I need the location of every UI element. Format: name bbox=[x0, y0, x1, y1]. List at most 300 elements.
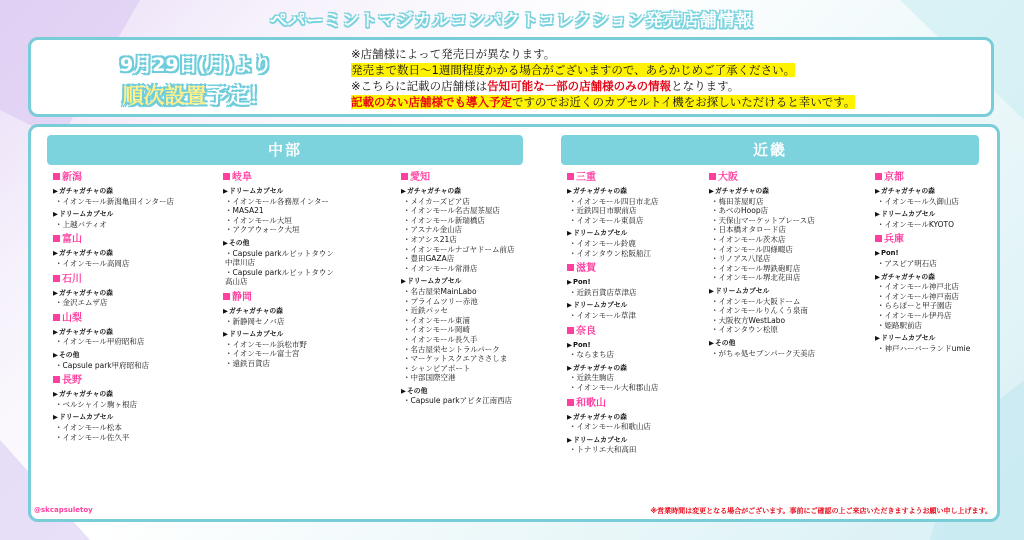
store-category-label: ドリームカプセル bbox=[573, 229, 628, 238]
store-category bbox=[567, 364, 658, 374]
store-item: ・イオンモール草津 bbox=[569, 310, 636, 320]
square-bullet-icon bbox=[53, 314, 60, 321]
store-item: ・イオンモール岡崎 bbox=[403, 325, 470, 335]
store-item: ・シャンピアポート bbox=[403, 363, 471, 373]
store-category-label: ドリームカプセル bbox=[229, 187, 284, 195]
store-item: ・イオンタウン松阪船江 bbox=[569, 248, 651, 258]
prefecture-name: 長野 bbox=[62, 375, 82, 387]
store-list bbox=[401, 287, 515, 383]
store-item: ・トナリエ大和高田 bbox=[569, 445, 637, 455]
store-group bbox=[401, 187, 515, 273]
sns-handle: @skcapsuletoy bbox=[34, 506, 93, 514]
store-item: ・イオンモール伊丹店 bbox=[877, 310, 952, 320]
triangle-bullet-icon: ▶ bbox=[567, 187, 572, 195]
prefecture-name: 石川 bbox=[62, 273, 82, 285]
store-group bbox=[53, 328, 174, 347]
prefecture-heading bbox=[53, 171, 174, 184]
store-item: ・イオンモール堺鉄砲町店 bbox=[711, 263, 801, 273]
store-item: ・イオンモール浜松市野 bbox=[225, 339, 307, 349]
store-group bbox=[53, 351, 174, 370]
store-item: ・あべのHoop店 bbox=[711, 206, 769, 216]
store-category bbox=[709, 187, 815, 197]
store-category-label: その他 bbox=[407, 386, 428, 395]
prefecture-name: 三重 bbox=[576, 172, 596, 183]
prefecture-heading bbox=[223, 291, 334, 304]
store-item: ・大阪枚方WestLabo bbox=[711, 315, 786, 325]
store-list bbox=[567, 239, 658, 258]
store-category-label: ドリームカプセル bbox=[881, 210, 936, 219]
store-group bbox=[567, 436, 658, 455]
store-category-label: ドリームカプセル bbox=[59, 413, 114, 422]
release-status-suffix: 予定！ bbox=[206, 84, 270, 108]
prefecture-heading bbox=[875, 171, 970, 184]
store-item: ・マーケットスクエアささしま bbox=[403, 354, 508, 364]
store-category-label: ガチャガチャの森 bbox=[407, 187, 461, 195]
store-item: ・イオンモール久御山店 bbox=[877, 196, 959, 206]
prefecture-name: 静岡 bbox=[232, 291, 252, 303]
square-bullet-icon bbox=[875, 173, 882, 180]
store-item: ・イオンモールナゴヤドーム前店 bbox=[403, 244, 515, 254]
store-list bbox=[53, 423, 174, 442]
store-category bbox=[875, 334, 970, 344]
prefecture-name: 岐阜 bbox=[232, 172, 252, 183]
note-line-2-text: 発売まで数日～1週間程度かかる場合がございますので、あらかじめご了承ください。 bbox=[351, 63, 796, 77]
prefecture-heading bbox=[875, 233, 970, 246]
release-status bbox=[61, 80, 331, 110]
store-category-label: ドリームカプセル bbox=[881, 334, 936, 343]
store-category bbox=[567, 413, 658, 423]
store-item: ・Capsule parkアピタ江南西店 bbox=[403, 396, 513, 406]
store-category bbox=[53, 289, 174, 299]
store-category bbox=[875, 187, 970, 197]
store-list bbox=[567, 288, 658, 298]
store-item: ・豊田GAZA店 bbox=[403, 254, 455, 264]
prefecture-name: 兵庫 bbox=[884, 234, 904, 246]
store-category-label: ガチャガチャの森 bbox=[59, 327, 113, 336]
prefecture-name: 富山 bbox=[62, 234, 82, 246]
prefecture-heading bbox=[53, 233, 174, 246]
store-category bbox=[401, 187, 515, 197]
store-item: ・日本橋オタロード店 bbox=[711, 225, 786, 235]
prefecture-heading bbox=[567, 325, 658, 338]
note-line-4 bbox=[351, 94, 855, 110]
store-item: ・梅田茶屋町店 bbox=[711, 196, 764, 206]
store-group bbox=[875, 210, 970, 229]
store-group bbox=[875, 334, 970, 353]
store-list bbox=[875, 197, 970, 207]
store-category-label: ドリームカプセル bbox=[59, 210, 114, 219]
store-group bbox=[567, 413, 658, 432]
store-list bbox=[53, 361, 174, 371]
store-group bbox=[709, 339, 815, 358]
square-bullet-icon bbox=[567, 264, 574, 271]
square-bullet-icon bbox=[567, 399, 574, 406]
triangle-bullet-icon: ▶ bbox=[567, 412, 572, 421]
store-category-label: Pon! bbox=[881, 249, 899, 258]
triangle-bullet-icon: ▶ bbox=[53, 350, 58, 359]
store-category bbox=[53, 328, 174, 338]
store-item: ・イオンモール高岡店 bbox=[55, 258, 130, 268]
store-item: ・イオンモール鈴鹿 bbox=[569, 238, 636, 248]
store-list bbox=[401, 197, 515, 274]
store-group bbox=[53, 249, 174, 268]
store-category bbox=[567, 341, 658, 351]
store-list bbox=[223, 197, 334, 235]
store-item: ・イオンモール名古屋茶屋店 bbox=[403, 206, 500, 216]
store-item: ・Capsule parkルビットタウン bbox=[225, 267, 334, 277]
prefecture-heading bbox=[53, 374, 174, 387]
store-item: ・天保山マーケットプレース店 bbox=[711, 215, 815, 225]
prefecture-heading bbox=[567, 397, 658, 410]
store-item: ・イオンモール富士宮 bbox=[225, 349, 300, 359]
store-group bbox=[401, 277, 515, 383]
store-item: ・リノアス八尾店 bbox=[711, 254, 771, 264]
store-group bbox=[875, 187, 970, 206]
store-group bbox=[567, 301, 658, 320]
store-group bbox=[875, 273, 970, 331]
prefecture-name: 滋賀 bbox=[576, 263, 596, 275]
store-group bbox=[567, 341, 658, 360]
triangle-bullet-icon: ▶ bbox=[53, 390, 58, 399]
square-bullet-icon bbox=[53, 376, 60, 383]
square-bullet-icon bbox=[223, 173, 230, 180]
note-line-4-a: 記載のない店舗様でも導入予定 bbox=[351, 95, 512, 109]
store-item: ・イオンモール大阪ドーム bbox=[711, 296, 801, 306]
square-bullet-icon bbox=[53, 235, 60, 242]
triangle-bullet-icon: ▶ bbox=[875, 210, 880, 219]
prefecture-heading bbox=[401, 171, 515, 184]
prefecture-name: 京都 bbox=[884, 172, 904, 183]
store-category-label: ドリームカプセル bbox=[407, 277, 462, 286]
store-item: 中津川店 bbox=[225, 258, 255, 268]
store-category bbox=[875, 249, 970, 259]
square-bullet-icon bbox=[567, 327, 574, 334]
store-category-label: その他 bbox=[229, 238, 250, 247]
prefecture-heading bbox=[567, 262, 658, 275]
store-list bbox=[223, 317, 334, 327]
store-list bbox=[875, 282, 970, 330]
triangle-bullet-icon: ▶ bbox=[567, 301, 572, 310]
store-category bbox=[567, 301, 658, 311]
store-category bbox=[53, 351, 174, 361]
store-category-label: ドリームカプセル bbox=[573, 435, 628, 444]
store-item: ・アクアウォーク大垣 bbox=[225, 225, 300, 235]
store-group bbox=[709, 287, 815, 335]
triangle-bullet-icon: ▶ bbox=[875, 187, 880, 195]
store-category bbox=[223, 307, 334, 317]
triangle-bullet-icon: ▶ bbox=[53, 413, 58, 422]
store-item: ・アスピア明石店 bbox=[877, 258, 937, 268]
triangle-bullet-icon: ▶ bbox=[223, 187, 228, 195]
store-column bbox=[709, 171, 815, 362]
triangle-bullet-icon: ▶ bbox=[401, 187, 406, 195]
square-bullet-icon bbox=[53, 173, 60, 180]
store-item: ・中部国際空港 bbox=[403, 373, 456, 383]
store-category bbox=[709, 339, 815, 349]
store-category bbox=[53, 249, 174, 259]
store-list bbox=[53, 400, 174, 410]
store-item: ・プライムツリー赤池 bbox=[403, 296, 478, 306]
store-item: ・名古屋栄セントラルパーク bbox=[403, 344, 500, 354]
prefecture-heading bbox=[709, 171, 815, 184]
store-item: ・近鉄パッセ bbox=[403, 306, 448, 316]
square-bullet-icon bbox=[875, 235, 882, 242]
store-item: ・メイカーズピア店 bbox=[403, 196, 470, 206]
store-category-label: ガチャガチャの森 bbox=[573, 412, 627, 421]
triangle-bullet-icon: ▶ bbox=[709, 286, 714, 295]
store-item: ・イオンモール四條畷店 bbox=[711, 244, 793, 254]
store-column bbox=[223, 171, 334, 373]
prefecture-heading bbox=[567, 171, 658, 184]
store-category-label: ガチャガチャの森 bbox=[715, 187, 769, 195]
square-bullet-icon bbox=[223, 293, 230, 300]
store-item: ・イオンモール常滑店 bbox=[403, 263, 478, 273]
store-group bbox=[223, 307, 334, 326]
store-list bbox=[567, 311, 658, 321]
triangle-bullet-icon: ▶ bbox=[567, 340, 572, 349]
store-category bbox=[875, 210, 970, 220]
store-category bbox=[53, 187, 174, 197]
store-category bbox=[567, 436, 658, 446]
store-group bbox=[53, 187, 174, 206]
store-category bbox=[567, 229, 658, 239]
prefecture-name: 和歌山 bbox=[576, 397, 606, 409]
square-bullet-icon bbox=[401, 173, 408, 180]
release-status-main: 順次設置 bbox=[122, 84, 207, 108]
store-item: ・Capsule parkルビットタウン bbox=[225, 248, 334, 258]
store-category bbox=[223, 187, 334, 197]
triangle-bullet-icon: ▶ bbox=[567, 229, 572, 238]
store-category-label: ガチャガチャの森 bbox=[59, 187, 113, 195]
triangle-bullet-icon: ▶ bbox=[223, 330, 228, 339]
store-list bbox=[567, 197, 658, 226]
store-group bbox=[567, 229, 658, 258]
store-list bbox=[567, 350, 658, 360]
region-header-chubu: 中部 bbox=[47, 135, 523, 165]
store-item: ・遠鉄百貨店 bbox=[225, 358, 270, 368]
store-group bbox=[53, 413, 174, 442]
store-item: ・イオンモール甲府昭和店 bbox=[55, 337, 145, 347]
store-item: ・イオンモール長久手 bbox=[403, 334, 478, 344]
store-list bbox=[223, 340, 334, 369]
triangle-bullet-icon: ▶ bbox=[223, 238, 228, 247]
square-bullet-icon bbox=[53, 275, 60, 282]
store-item: ・上越バティオ bbox=[55, 219, 107, 229]
store-category-label: Pon! bbox=[573, 278, 591, 287]
triangle-bullet-icon: ▶ bbox=[567, 278, 572, 287]
note-line-3-a: ※こちらに記載の店舗様は bbox=[351, 79, 488, 93]
store-category bbox=[53, 390, 174, 400]
page-title: ペパーミントマジカルコンパクトコレクション発売店舗情報 bbox=[270, 11, 754, 31]
store-item: ・MASA21 bbox=[225, 206, 264, 216]
store-item: ・ならまち店 bbox=[569, 350, 614, 360]
store-list bbox=[53, 259, 174, 269]
store-item: ・がちゃ処セブンパーク天美店 bbox=[711, 348, 816, 358]
triangle-bullet-icon: ▶ bbox=[567, 435, 572, 444]
triangle-bullet-icon: ▶ bbox=[53, 327, 58, 336]
note-line-2 bbox=[351, 62, 855, 78]
store-item: ・オアシス21店 bbox=[403, 234, 457, 244]
prefecture-name: 新潟 bbox=[62, 172, 82, 183]
triangle-bullet-icon: ▶ bbox=[709, 187, 714, 195]
store-list bbox=[53, 337, 174, 347]
store-list bbox=[875, 344, 970, 354]
store-item: ・イオンモールりんくう泉南 bbox=[711, 306, 808, 316]
store-item: ・イオンモール新潟亀田インター店 bbox=[55, 196, 175, 206]
store-item: ・イオンモール大垣 bbox=[225, 215, 292, 225]
store-column bbox=[53, 171, 174, 446]
store-category-label: その他 bbox=[715, 338, 736, 347]
store-item: ・近鉄四日市駅前店 bbox=[569, 206, 637, 216]
triangle-bullet-icon: ▶ bbox=[53, 187, 58, 195]
store-item: ・イオンモール新瑞橋店 bbox=[403, 215, 485, 225]
store-item: ・ららぽーと甲子園店 bbox=[877, 301, 952, 311]
note-line-3 bbox=[351, 78, 855, 94]
store-category bbox=[875, 273, 970, 283]
triangle-bullet-icon: ▶ bbox=[401, 277, 406, 286]
store-item: ・イオンモールKYOTO bbox=[877, 219, 955, 229]
store-category-label: ガチャガチャの森 bbox=[229, 306, 283, 315]
store-group bbox=[223, 330, 334, 368]
store-item: ・イオンモール東員店 bbox=[569, 215, 644, 225]
store-category-label: Pon! bbox=[573, 340, 591, 349]
store-group bbox=[709, 187, 815, 283]
store-item: ・イオンモール神戸南店 bbox=[877, 291, 959, 301]
store-column bbox=[567, 171, 658, 459]
prefecture-heading bbox=[53, 312, 174, 325]
store-column bbox=[875, 171, 970, 357]
store-item: ・イオンモール四日市北店 bbox=[569, 196, 659, 206]
prefecture-name: 奈良 bbox=[576, 325, 596, 337]
store-item: ・神戸ハーバーランドumie bbox=[877, 343, 971, 353]
store-item: ・Capsule park甲府昭和店 bbox=[55, 360, 150, 370]
triangle-bullet-icon: ▶ bbox=[875, 249, 880, 258]
triangle-bullet-icon: ▶ bbox=[53, 210, 58, 219]
store-item: ・アスナル金山店 bbox=[403, 225, 463, 235]
store-category bbox=[709, 287, 815, 297]
store-list bbox=[875, 259, 970, 269]
store-item: ・イオンモール東浦 bbox=[403, 315, 470, 325]
store-category-label: ドリームカプセル bbox=[229, 330, 284, 339]
store-item: ・近鉄生駒店 bbox=[569, 373, 614, 383]
store-list bbox=[53, 298, 174, 308]
store-category-label: ドリームカプセル bbox=[715, 286, 770, 295]
square-bullet-icon bbox=[567, 173, 574, 180]
store-list bbox=[223, 249, 334, 287]
store-category-label: ガチャガチャの森 bbox=[59, 288, 113, 297]
prefecture-heading bbox=[223, 171, 334, 184]
store-category bbox=[53, 210, 174, 220]
triangle-bullet-icon: ▶ bbox=[53, 288, 58, 297]
triangle-bullet-icon: ▶ bbox=[875, 334, 880, 343]
store-item: ・ベルシャイン駒ヶ根店 bbox=[55, 399, 138, 409]
store-list bbox=[567, 373, 658, 392]
store-list-box bbox=[28, 124, 1000, 522]
notes bbox=[351, 46, 855, 110]
release-date: 9月29日(月)より bbox=[119, 54, 273, 76]
store-category-label: ガチャガチャの森 bbox=[573, 187, 627, 195]
store-item: ・イオンモール各務原インター bbox=[225, 196, 330, 206]
store-group bbox=[53, 390, 174, 409]
store-list bbox=[709, 349, 815, 359]
store-category bbox=[567, 278, 658, 288]
store-item: ・イオンモール大和郡山店 bbox=[569, 382, 659, 392]
store-column bbox=[401, 171, 515, 410]
triangle-bullet-icon: ▶ bbox=[223, 306, 228, 315]
store-list bbox=[53, 197, 174, 207]
store-group bbox=[223, 187, 334, 235]
store-list bbox=[401, 396, 515, 406]
store-category bbox=[223, 330, 334, 340]
square-bullet-icon bbox=[709, 173, 716, 180]
prefecture-name: 愛知 bbox=[410, 172, 430, 183]
store-item: ・近鉄百貨店草津店 bbox=[569, 287, 637, 297]
store-category bbox=[401, 277, 515, 287]
store-item: ・新静岡セノバ店 bbox=[225, 316, 285, 326]
store-category-label: ガチャガチャの森 bbox=[881, 187, 935, 195]
store-category-label: ガチャガチャの森 bbox=[59, 249, 113, 258]
store-list bbox=[709, 297, 815, 335]
store-item: ・名古屋栄MainLabo bbox=[403, 286, 477, 296]
prefecture-name: 大阪 bbox=[718, 172, 738, 183]
store-category-label: ガチャガチャの森 bbox=[881, 272, 935, 281]
store-category bbox=[223, 239, 334, 249]
store-group bbox=[53, 210, 174, 229]
store-category-label: ガチャガチャの森 bbox=[573, 363, 627, 372]
triangle-bullet-icon: ▶ bbox=[567, 363, 572, 372]
store-group bbox=[567, 278, 658, 297]
store-item: ・イオンモール和歌山店 bbox=[569, 422, 651, 432]
note-line-1: ※店舗様によって発売日が異なります。 bbox=[351, 47, 556, 61]
store-category bbox=[567, 187, 658, 197]
prefecture-name: 山梨 bbox=[62, 312, 82, 324]
store-group bbox=[567, 187, 658, 225]
note-line-4-b: ですのでお近くのカプセルトイ機をお探しいただけると幸いです。 bbox=[512, 95, 856, 109]
region-header-kinki: 近畿 bbox=[561, 135, 979, 165]
store-group bbox=[875, 249, 970, 268]
store-category-label: ドリームカプセル bbox=[573, 301, 628, 310]
store-list bbox=[709, 197, 815, 283]
store-item: ・イオンモール神戸北店 bbox=[877, 282, 959, 292]
triangle-bullet-icon: ▶ bbox=[875, 272, 880, 281]
store-list bbox=[875, 220, 970, 230]
store-group bbox=[53, 289, 174, 308]
store-category bbox=[53, 413, 174, 423]
triangle-bullet-icon: ▶ bbox=[53, 249, 58, 258]
store-item: ・姫路駅前店 bbox=[877, 320, 922, 330]
store-item: ・イオンモール佐久平 bbox=[55, 432, 130, 442]
store-list bbox=[567, 445, 658, 455]
store-item: 高山店 bbox=[225, 277, 248, 287]
store-list bbox=[567, 422, 658, 432]
triangle-bullet-icon: ▶ bbox=[401, 386, 406, 395]
store-group bbox=[567, 364, 658, 393]
triangle-bullet-icon: ▶ bbox=[709, 338, 714, 347]
store-category-label: その他 bbox=[59, 350, 80, 359]
store-category-label: ガチャガチャの森 bbox=[59, 390, 113, 399]
store-group bbox=[401, 387, 515, 406]
store-list bbox=[53, 220, 174, 230]
store-item: ・イオンモール堺北花田店 bbox=[711, 273, 801, 283]
note-line-3-b: 告知可能な一部の店舗様のみの情報 bbox=[487, 79, 672, 93]
store-item: ・金沢エムザ店 bbox=[55, 298, 108, 308]
prefecture-heading bbox=[53, 273, 174, 286]
announcement-box bbox=[28, 37, 994, 117]
store-item: ・イオンモール松本 bbox=[55, 422, 122, 432]
store-item: ・イオンタウン松原 bbox=[711, 325, 778, 335]
footer-note: ※営業時間は変更となる場合がございます。事前にご確認の上ご来店いただきますようお願い申し上げます。 bbox=[650, 507, 992, 515]
note-line-3-c: となります。 bbox=[671, 79, 740, 93]
